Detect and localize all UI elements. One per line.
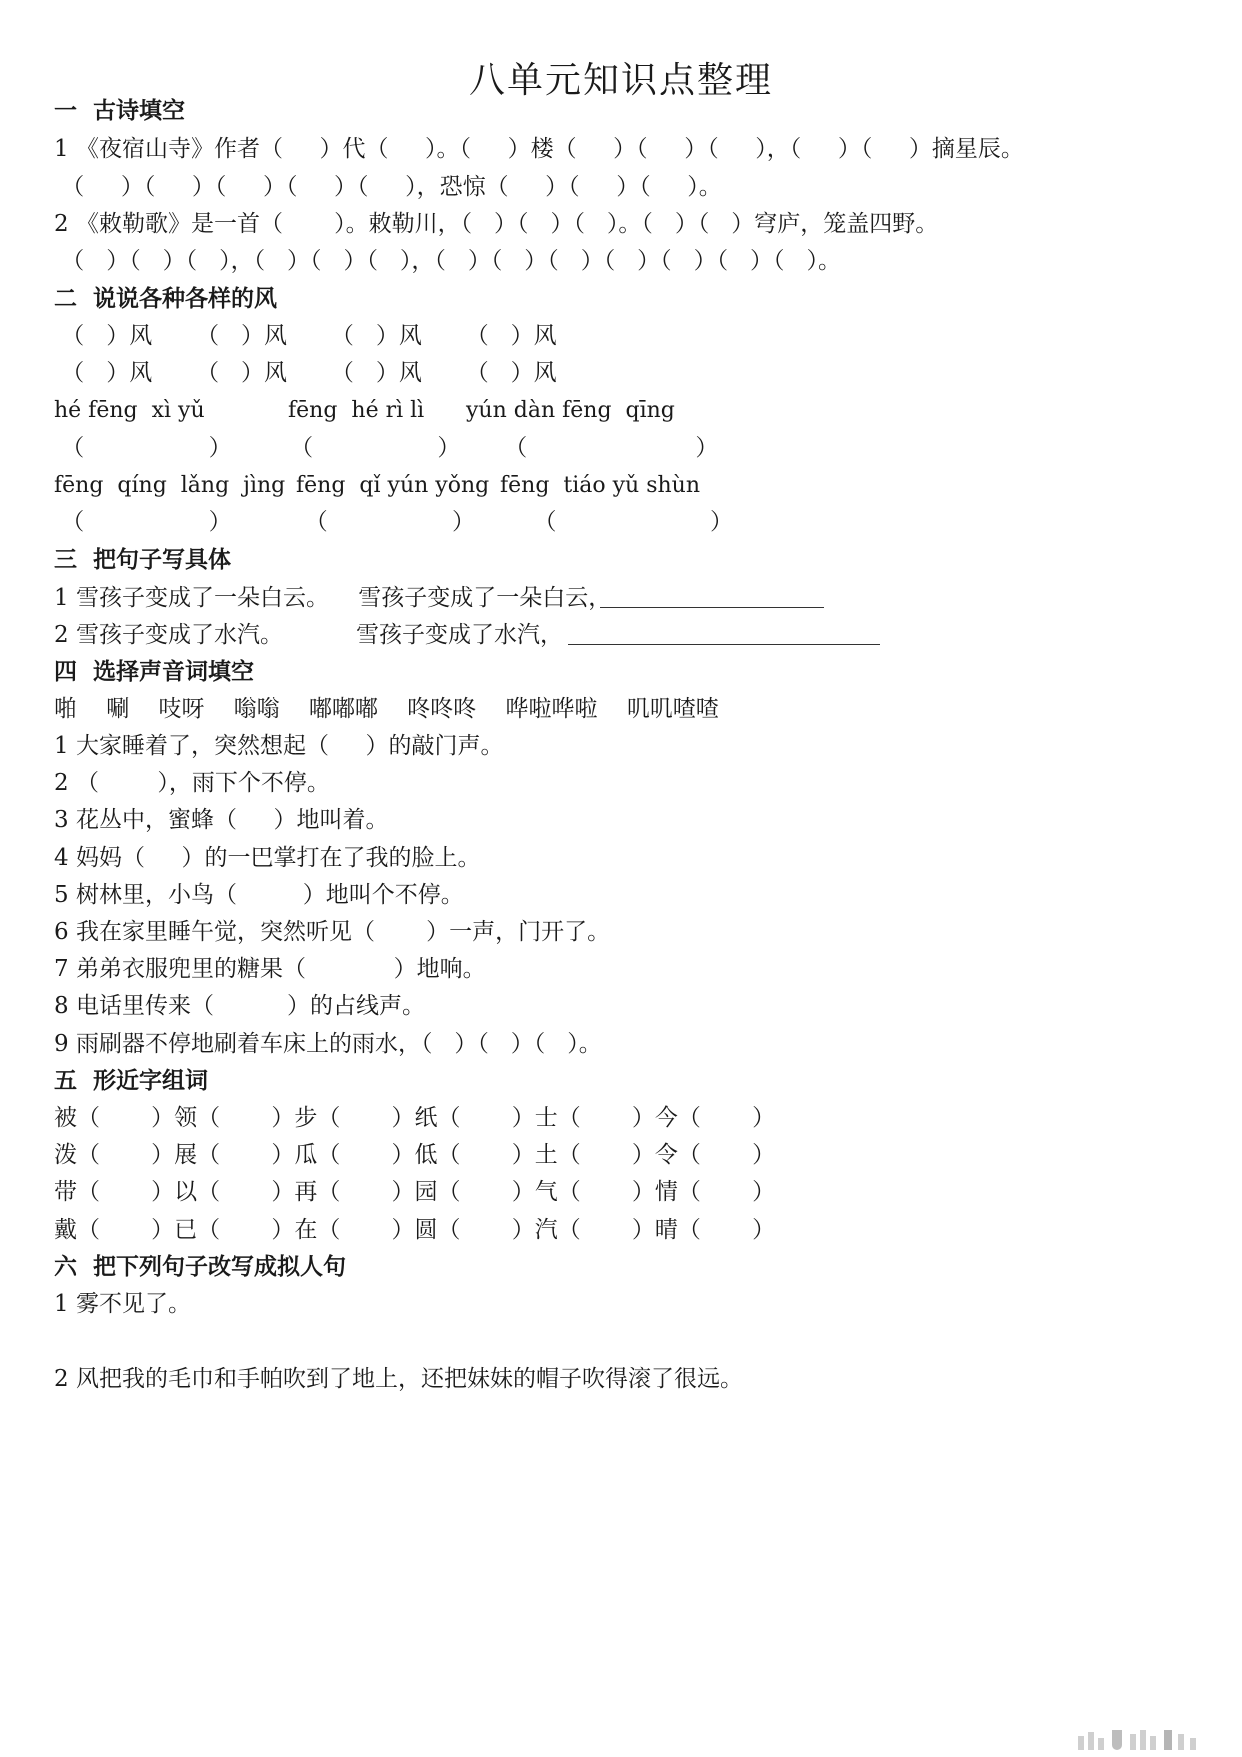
s5-line-1: 被（ ）领（ ）步（ ）纸（ ）士（ ）今（ ） [54,1105,776,1131]
s3-line-1: 1 雪孩子变成了一朵白云。 雪孩子变成了一朵白云， [54,585,612,611]
section-6-heading: 六 把下列句子改写成拟人句 [54,1254,347,1280]
s4-line-4: 4 妈妈（ ）的一巴掌打在了我的脸上。 [54,845,481,871]
s5-line-3: 带（ ）以（ ）再（ ）园（ ）气（ ）情（ ） [54,1179,776,1205]
s4-line-8: 8 电话里传来（ ）的占线声。 [54,993,426,1019]
s6-line-1: 1 雾不见了。 [54,1291,191,1317]
s4-line-1: 1 大家睡着了，突然想起（ ）的敲门声。 [54,733,504,759]
s3-line-2: 2 雪孩子变成了水汽。 雪孩子变成了水汽， [54,622,564,648]
section-1-heading: 一 古诗填空 [54,98,186,124]
footer-watermark-icon [1078,1728,1208,1750]
section-4-heading: 四 选择声音词填空 [54,659,255,685]
s4-line-6: 6 我在家里睡午觉，突然听见（ ）一声，门开了。 [54,919,611,945]
s2-wind-row-2: （ ）风 （ ）风 （ ）风 （ ）风 [54,360,557,386]
pinyin-answer-brackets-1: （ ） （ ） （ ） [54,435,719,461]
s4-line-2: 2 （ ），雨下个不停。 [54,770,330,796]
answer-underline-2 [568,644,880,645]
pinyin-item: fēng qíng lǎng jìng [54,473,286,498]
s4-line-9: 9 雨刷器不停地刷着车床上的雨水，（ ）（ ）（ ）。 [54,1031,602,1057]
s4-line-3: 3 花丛中，蜜蜂（ ）地叫着。 [54,807,389,833]
page-title: 八单元知识点整理 [468,60,773,101]
pinyin-item: fēng qǐ yún yǒng [296,473,490,498]
s4-line-5: 5 树林里，小鸟（ ）地叫个不停。 [54,882,464,908]
answer-underline-1 [600,607,824,608]
pinyin-item: fēng tiáo yǔ shùn [500,473,701,498]
s6-line-2: 2 风把我的毛巾和手帕吹到了地上，还把妹妹的帽子吹得滚了很远。 [54,1366,743,1392]
s1-line-1: 1 《夜宿山寺》作者（ ）代（ ）。（ ）楼（ ）（ ）（ ），（ ）（ ）摘星辰。 [54,136,1024,162]
pinyin-item: hé fēng xì yǔ [54,398,205,423]
s1-line-4: （ ）（ ）（ ），（ ）（ ）（ ），（ ）（ ）（ ）（ ）（ ）（ ）（ ）。 [54,248,841,274]
section-5-heading: 五 形近字组词 [54,1068,209,1094]
section-2-heading: 二 说说各种各样的风 [54,286,278,312]
s4-line-7: 7 弟弟衣服兜里的糖果（ ）地响。 [54,956,486,982]
section-3-heading: 三 把句子写具体 [54,547,232,573]
s1-line-3: 2 《敕勒歌》是一首（ ）。敕勒川，（ ）（ ）（ ）。（ ）（ ）穹庐，笼盖四野。 [54,211,939,237]
s1-line-2: （ ）（ ）（ ）（ ）（ ），恐惊（ ）（ ）（ ）。 [54,174,722,200]
pinyin-item: yún dàn fēng qīng [466,398,675,423]
sound-word-bank: 啪 唰 吱呀 嗡嗡 嘟嘟嘟 咚咚咚 哗啦哗啦 叽叽喳喳 [54,696,719,722]
s5-line-2: 泼（ ）展（ ）瓜（ ）低（ ）土（ ）令（ ） [54,1142,776,1168]
pinyin-answer-brackets-2: （ ） （ ） （ ） [54,509,734,535]
s5-line-4: 戴（ ）已（ ）在（ ）圆（ ）汽（ ）晴（ ） [54,1217,776,1243]
pinyin-item: fēng hé rì lì [288,398,425,423]
s2-wind-row-1: （ ）风 （ ）风 （ ）风 （ ）风 [54,323,557,349]
